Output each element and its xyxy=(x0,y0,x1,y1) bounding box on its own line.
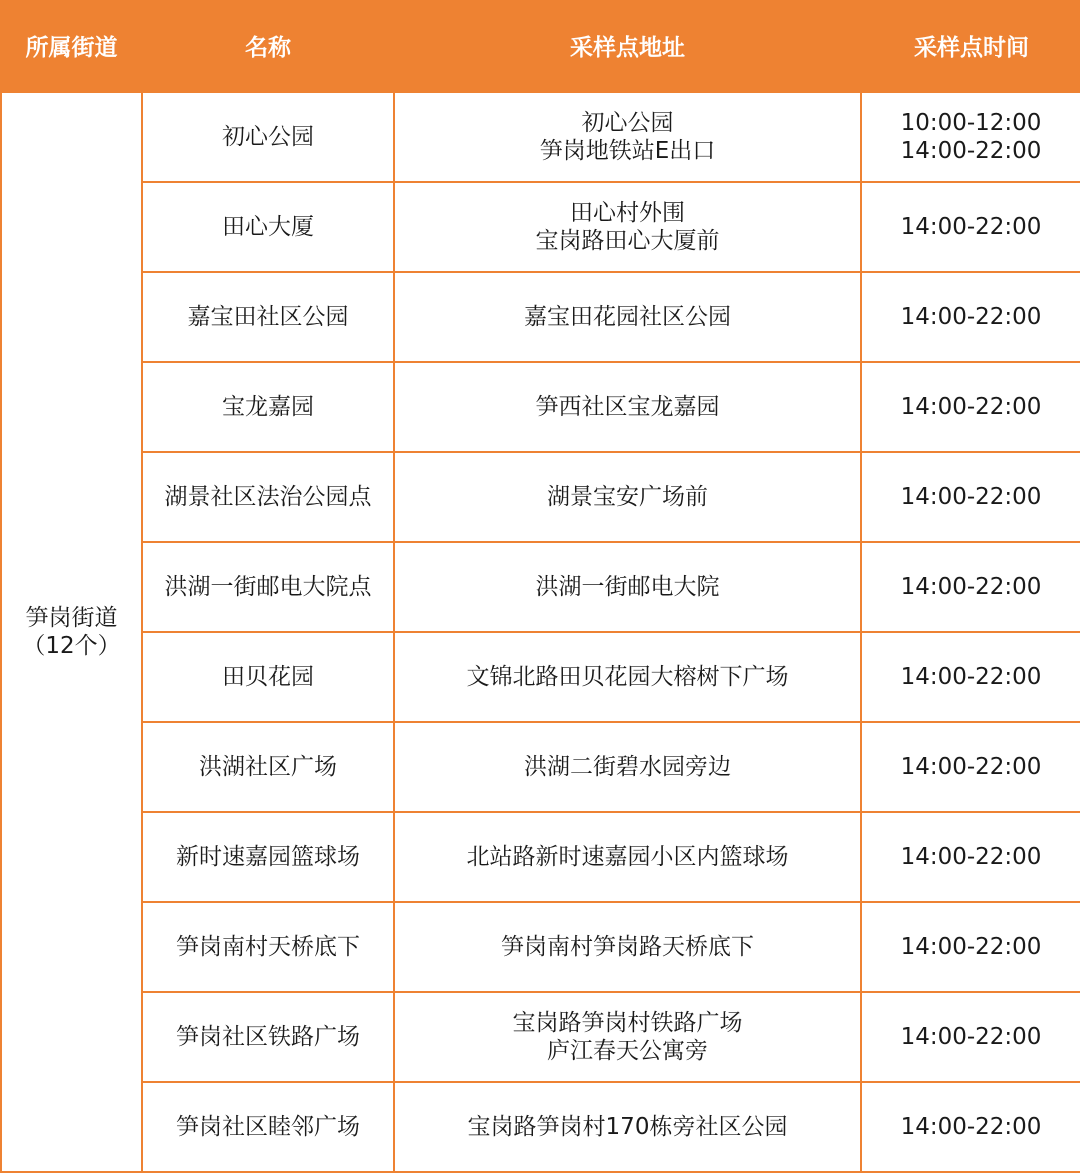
site-time-line: 10:00-12:00 xyxy=(900,110,1042,136)
site-address-line: 文锦北路田贝花园大榕树下广场 xyxy=(466,664,789,690)
site-time-cell xyxy=(861,182,1080,272)
site-address-cell xyxy=(394,452,861,542)
table-row xyxy=(1,722,1080,812)
site-name: 笋岗南村天桥底下 xyxy=(176,934,360,960)
site-time-line: 14:00-22:00 xyxy=(900,304,1042,330)
site-address-line: 北站路新时速嘉园小区内篮球场 xyxy=(466,844,789,870)
header-name: 名称 xyxy=(142,0,394,92)
site-time-cell xyxy=(861,812,1080,902)
site-name: 笋岗社区睦邻广场 xyxy=(176,1114,360,1140)
site-address-line: 洪湖二街碧水园旁边 xyxy=(524,754,731,780)
site-name: 新时速嘉园篮球场 xyxy=(176,844,360,870)
site-time-line: 14:00-22:00 xyxy=(900,754,1042,780)
site-time-line: 14:00-22:00 xyxy=(900,934,1042,960)
site-time-cell xyxy=(861,272,1080,362)
site-address-cell xyxy=(394,992,861,1082)
table-row xyxy=(1,812,1080,902)
site-name-cell xyxy=(142,542,394,632)
site-time-line: 14:00-22:00 xyxy=(900,574,1042,600)
site-name: 洪湖社区广场 xyxy=(199,754,337,780)
site-address-cell xyxy=(394,362,861,452)
site-address-cell xyxy=(394,812,861,902)
site-time-cell xyxy=(861,902,1080,992)
site-time-cell xyxy=(861,1082,1080,1172)
site-time-cell xyxy=(861,992,1080,1082)
site-time-cell xyxy=(861,452,1080,542)
site-address-line: 田心村外围 xyxy=(570,200,685,226)
site-time-line: 14:00-22:00 xyxy=(900,138,1042,164)
site-name-cell xyxy=(142,182,394,272)
street-cell xyxy=(1,92,142,1172)
site-name-cell xyxy=(142,722,394,812)
site-address-line: 嘉宝田花园社区公园 xyxy=(524,304,731,330)
table-row xyxy=(1,542,1080,632)
site-time-line: 14:00-22:00 xyxy=(900,664,1042,690)
street-name: 笋岗街道 xyxy=(25,605,118,631)
site-name-cell xyxy=(142,992,394,1082)
site-address-line: 笋岗南村笋岗路天桥底下 xyxy=(501,934,754,960)
header-time: 采样点时间 xyxy=(861,0,1080,92)
site-address-line: 宝岗路笋岗村铁路广场 xyxy=(512,1010,743,1036)
table-header-row xyxy=(1,0,1080,92)
site-name-cell xyxy=(142,902,394,992)
site-name-cell xyxy=(142,272,394,362)
table-row xyxy=(1,1082,1080,1172)
site-address-line: 宝岗路笋岗村170栋旁社区公园 xyxy=(467,1114,788,1140)
site-address-cell xyxy=(394,92,861,182)
site-address-line: 庐江春天公寓旁 xyxy=(547,1038,708,1064)
site-name-cell xyxy=(142,1082,394,1172)
site-time-line: 14:00-22:00 xyxy=(900,484,1042,510)
table-row xyxy=(1,992,1080,1082)
site-time-line: 14:00-22:00 xyxy=(900,214,1042,240)
site-time-cell xyxy=(861,542,1080,632)
site-address-line: 湖景宝安广场前 xyxy=(547,484,708,510)
site-name-cell xyxy=(142,812,394,902)
site-time-cell xyxy=(861,632,1080,722)
site-name-cell xyxy=(142,92,394,182)
site-time-cell xyxy=(861,92,1080,182)
site-address-cell xyxy=(394,272,861,362)
site-name-cell xyxy=(142,632,394,722)
site-address-cell xyxy=(394,722,861,812)
site-address-cell xyxy=(394,182,861,272)
site-time-line: 14:00-22:00 xyxy=(900,1024,1042,1050)
table-row xyxy=(1,632,1080,722)
site-time-line: 14:00-22:00 xyxy=(900,394,1042,420)
site-name-cell xyxy=(142,362,394,452)
site-time-cell xyxy=(861,722,1080,812)
site-address-line: 洪湖一街邮电大院 xyxy=(535,574,720,600)
site-time-line: 14:00-22:00 xyxy=(900,844,1042,870)
street-count: （12个） xyxy=(22,633,121,659)
table-row xyxy=(1,902,1080,992)
site-address-line: 宝岗路田心大厦前 xyxy=(535,228,720,254)
site-address-cell xyxy=(394,632,861,722)
site-address-line: 笋岗地铁站E出口 xyxy=(539,138,716,164)
site-name-cell xyxy=(142,452,394,542)
table-row xyxy=(1,182,1080,272)
header-street: 所属街道 xyxy=(1,0,142,92)
site-name: 洪湖一街邮电大院点 xyxy=(164,574,372,600)
site-time-cell xyxy=(861,362,1080,452)
site-name: 湖景社区法治公园点 xyxy=(164,484,372,510)
table-row xyxy=(1,272,1080,362)
site-address-cell xyxy=(394,902,861,992)
site-name: 田心大厦 xyxy=(222,214,314,240)
site-name: 初心公园 xyxy=(222,124,314,150)
site-address-cell xyxy=(394,1082,861,1172)
header-address: 采样点地址 xyxy=(394,0,861,92)
table-row xyxy=(1,92,1080,182)
site-address-line: 初心公园 xyxy=(581,110,674,136)
site-address-cell xyxy=(394,542,861,632)
table-row xyxy=(1,452,1080,542)
site-name: 笋岗社区铁路广场 xyxy=(176,1024,360,1050)
table-row xyxy=(1,362,1080,452)
site-time-line: 14:00-22:00 xyxy=(900,1114,1042,1140)
site-name: 宝龙嘉园 xyxy=(222,394,314,420)
site-name: 田贝花园 xyxy=(222,664,314,690)
site-address-line: 笋西社区宝龙嘉园 xyxy=(535,394,720,420)
site-name: 嘉宝田社区公园 xyxy=(187,304,349,330)
